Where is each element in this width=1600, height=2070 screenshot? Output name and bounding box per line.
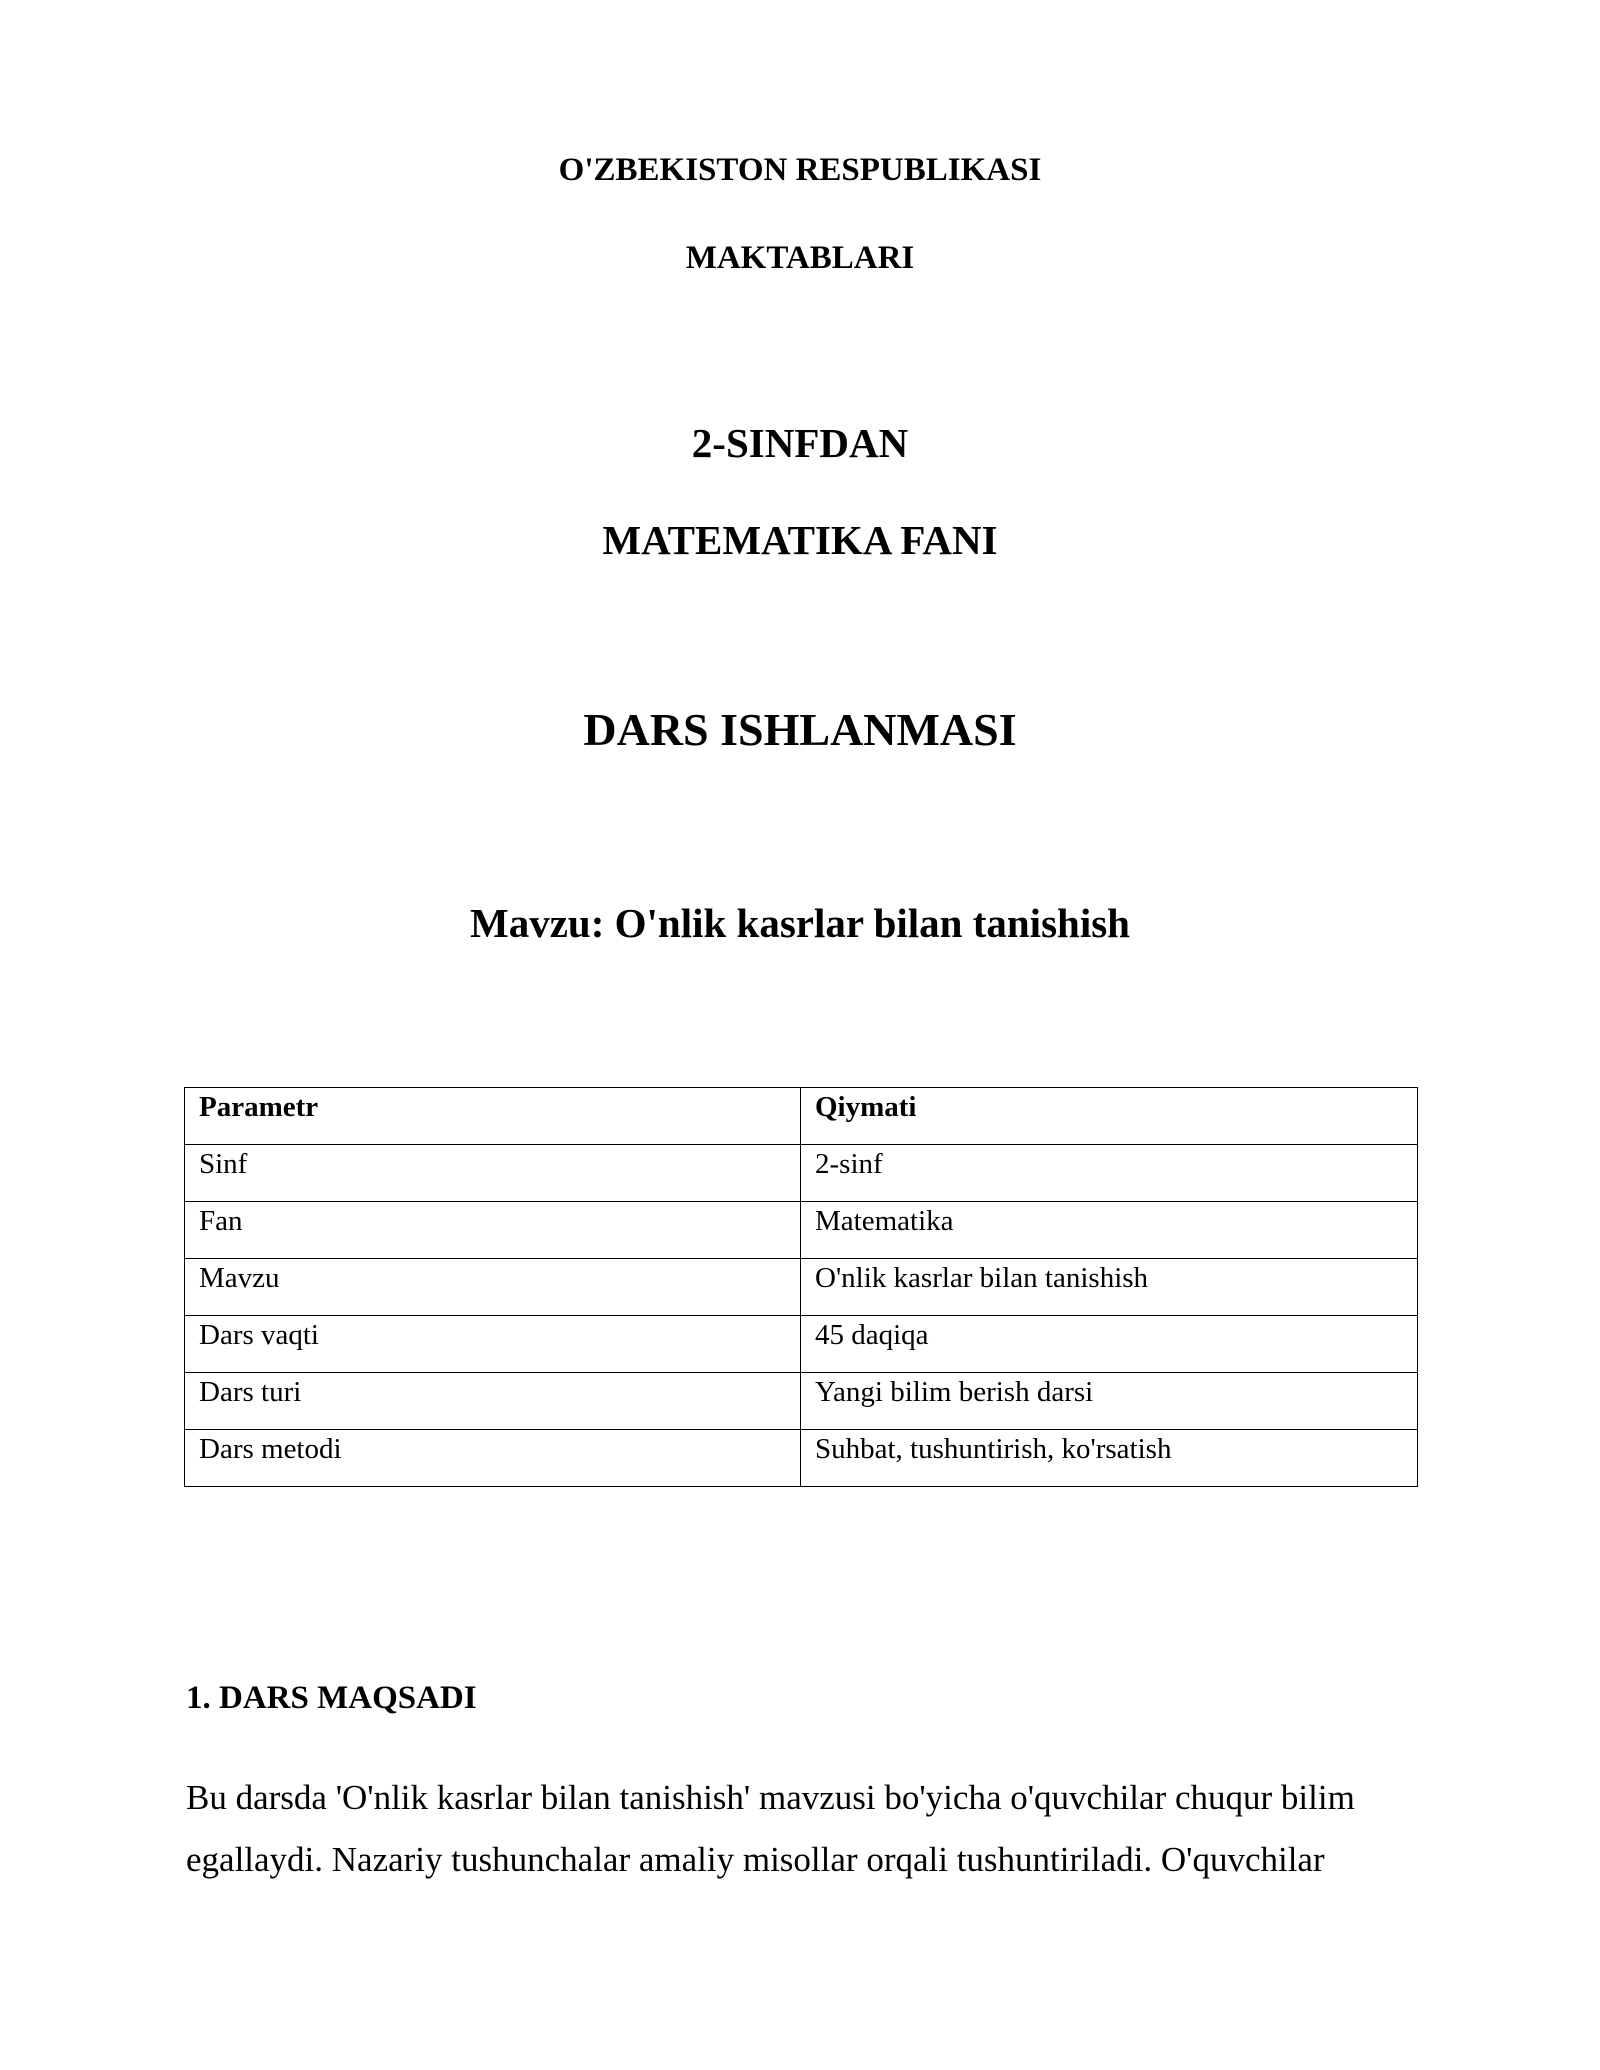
- header-schools: MAKTABLARI: [685, 240, 915, 276]
- table-cell-parameter: Dars metodi: [185, 1430, 801, 1487]
- document-title: DARS ISHLANMASI: [583, 704, 1017, 755]
- table-cell-value: Suhbat, tushuntirish, ko'rsatish: [801, 1430, 1418, 1487]
- table-header-value: Qiymati: [801, 1088, 1418, 1145]
- table-cell-value: Yangi bilim berish darsi: [801, 1373, 1418, 1430]
- lesson-parameters-table: [184, 1087, 1418, 1487]
- table-cell-parameter: Mavzu: [185, 1259, 801, 1316]
- header-grade: 2-SINFDAN: [691, 420, 909, 466]
- table-row: [185, 1202, 1418, 1259]
- table-cell-value: 2-sinf: [801, 1145, 1418, 1202]
- header-subject: MATEMATIKA FANI: [602, 517, 998, 563]
- lesson-topic: Mavzu: O'nlik kasrlar bilan tanishish: [470, 900, 1130, 946]
- table-row: [185, 1145, 1418, 1202]
- table-cell-value: 45 daqiqa: [801, 1316, 1418, 1373]
- table-cell-parameter: Dars turi: [185, 1373, 801, 1430]
- table-cell-parameter: Sinf: [185, 1145, 801, 1202]
- header-country: O'ZBEKISTON RESPUBLIKASI: [558, 152, 1042, 188]
- section-paragraph: [186, 1767, 1426, 1891]
- table-row: [185, 1373, 1418, 1430]
- table-row: [185, 1316, 1418, 1373]
- table-row: [185, 1259, 1418, 1316]
- section-heading-lesson-goal: 1. DARS MAQSADI: [186, 1680, 477, 1716]
- table-row: [185, 1430, 1418, 1487]
- table-cell-parameter: Fan: [185, 1202, 801, 1259]
- table-header-parameter: Parametr: [185, 1088, 801, 1145]
- table-header-row: [185, 1088, 1418, 1145]
- paragraph-line: Bu darsda 'O'nlik kasrlar bilan tanishish' mavzusi bo'yicha o'quvchilar chuqur bilim: [186, 1778, 1355, 1817]
- table-cell-parameter: Dars vaqti: [185, 1316, 801, 1373]
- table-cell-value: O'nlik kasrlar bilan tanishish: [801, 1259, 1418, 1316]
- paragraph-line: egallaydi. Nazariy tushunchalar amaliy misollar orqali tushuntiriladi. O'quvchilar: [186, 1840, 1325, 1879]
- table-cell-value: Matematika: [801, 1202, 1418, 1259]
